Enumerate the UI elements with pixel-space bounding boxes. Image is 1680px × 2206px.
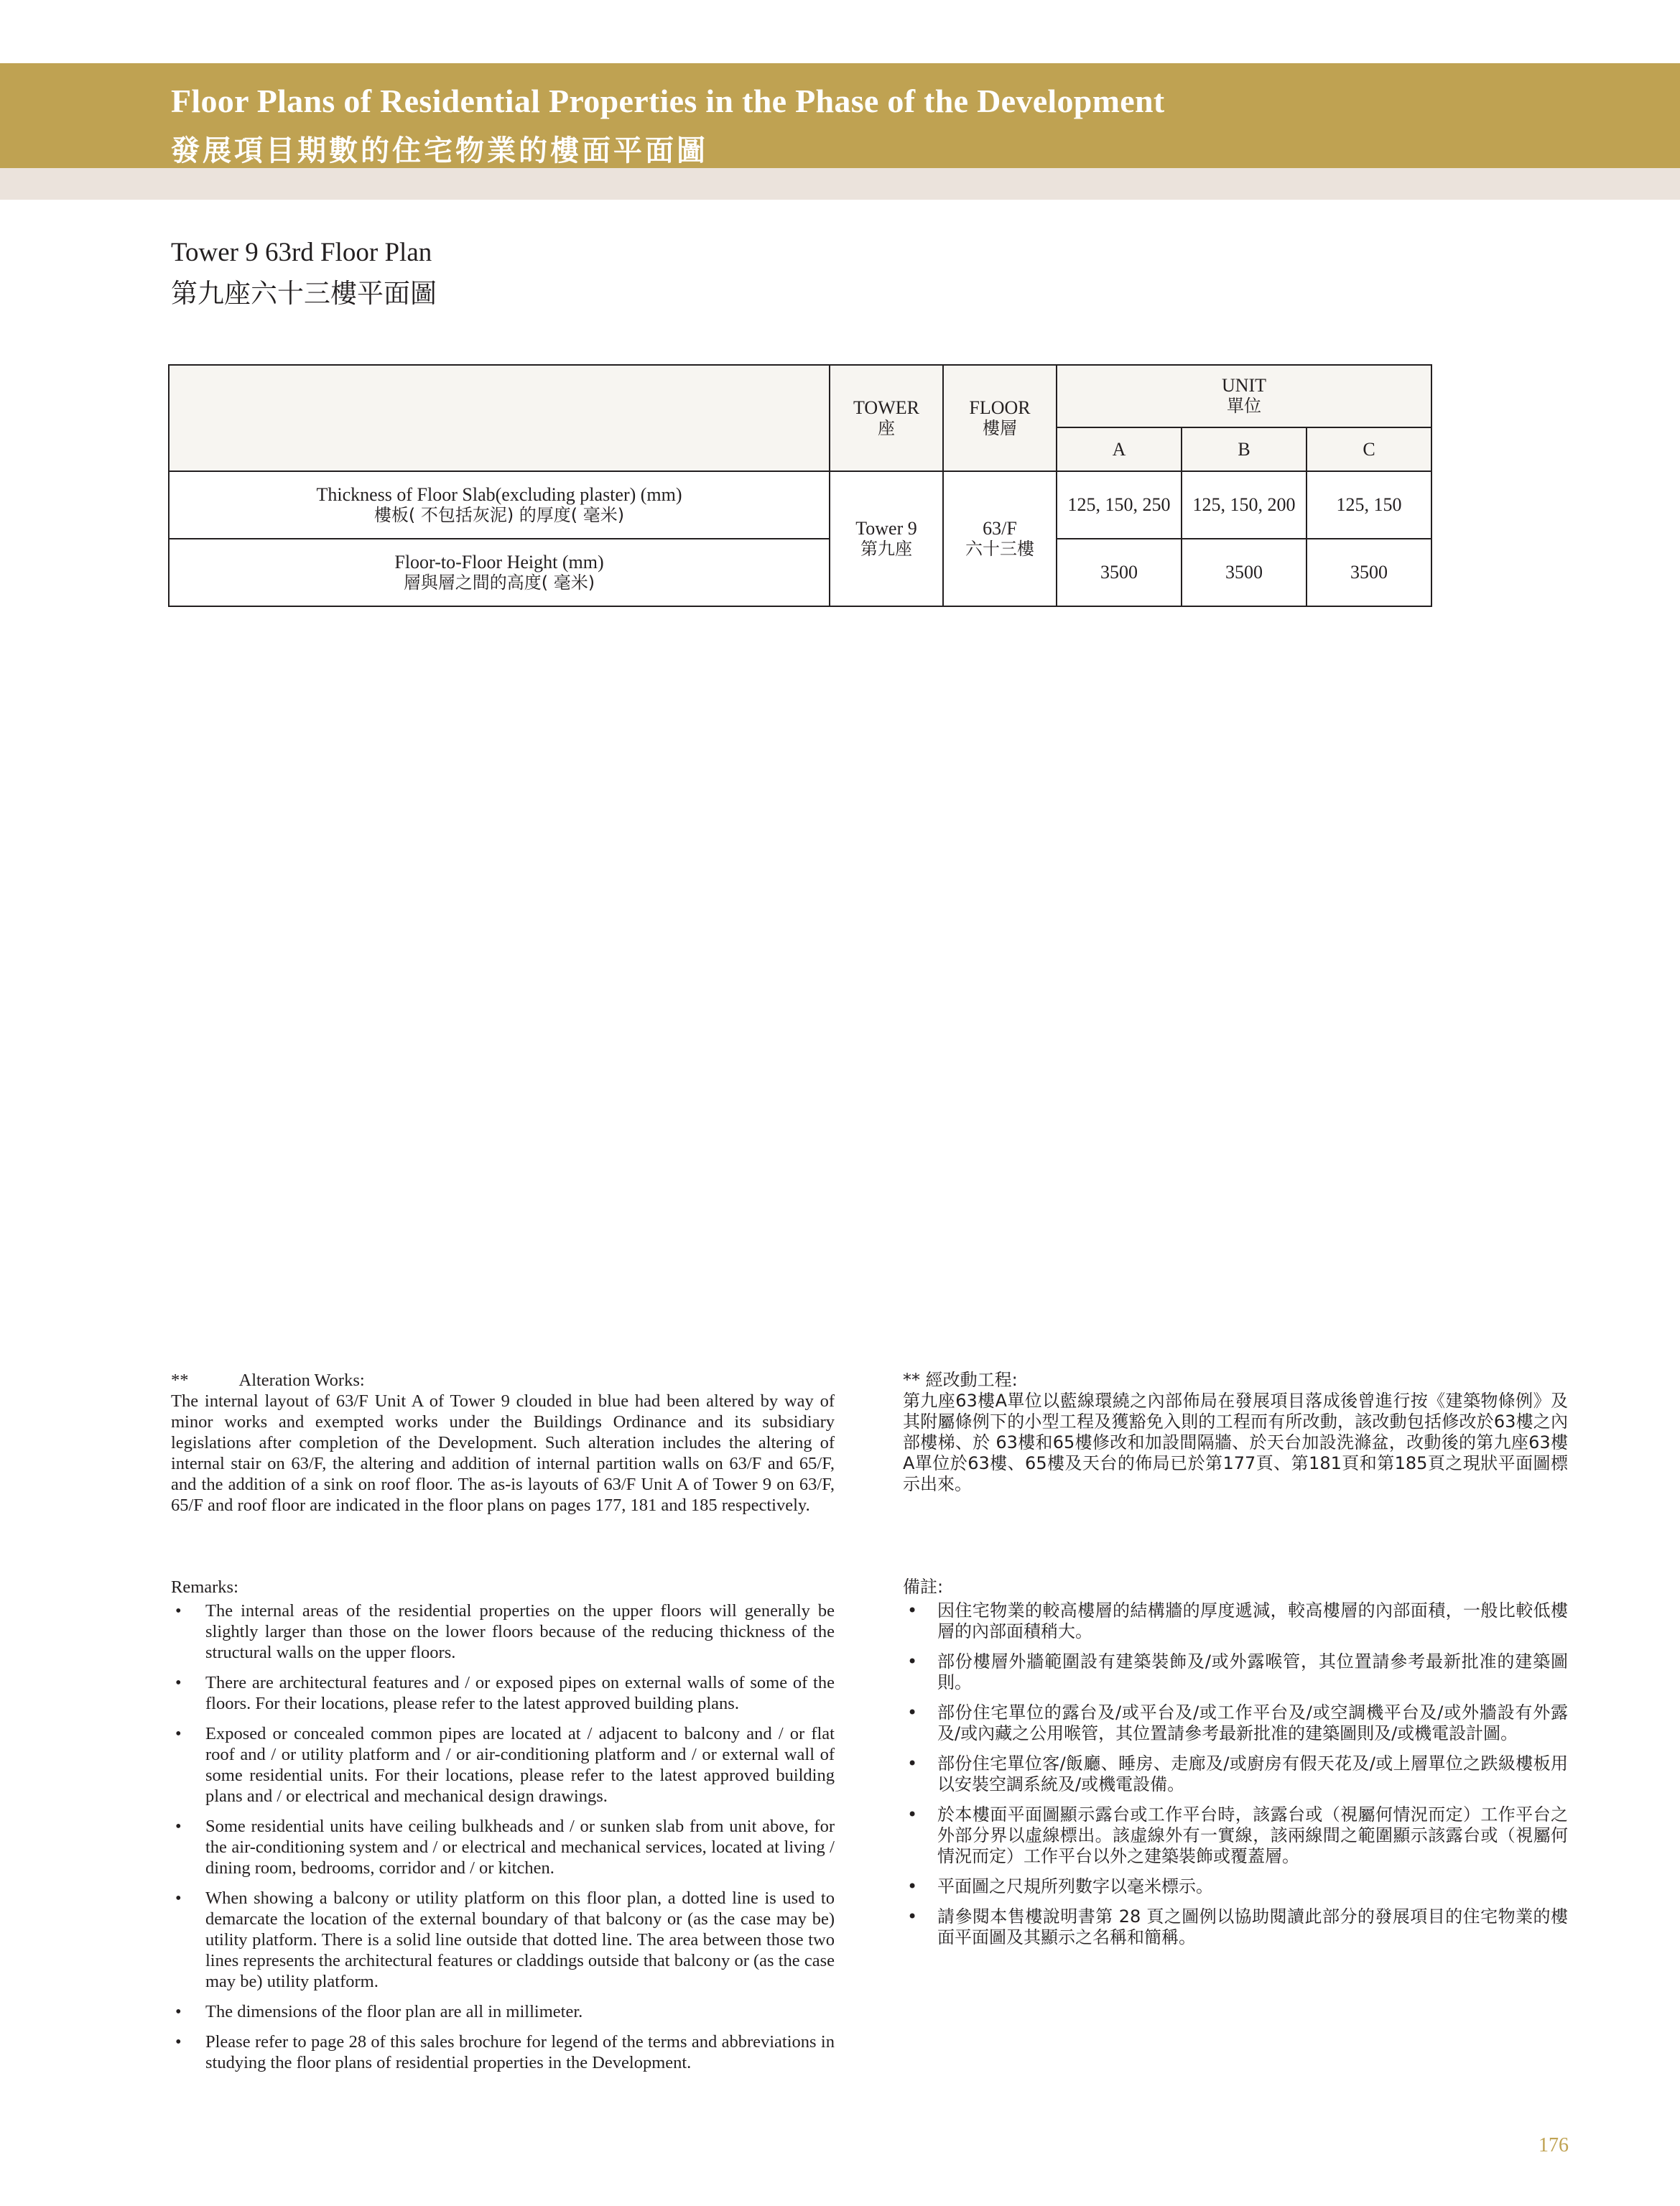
tower-value: Tower 9 第九座 [830, 471, 943, 606]
unit-b-header: B [1182, 427, 1307, 471]
floor-height-c: 3500 [1307, 539, 1431, 606]
alteration-body-zh: 第九座63樓A單位以藍線環繞之內部佈局在發展項目落成後曾進行按《建築物條例》及其附屬條例下的小型工程及獲豁免入則的工程而有所改動，該改動包括修改於63樓之內部樓梯、於 63樓和65樓修改和加設間隔牆、於天台加設洗滌盆，改動後的第九座63樓A單位於63樓、65樓及天台的佈局已於第177頁、第181頁和第185頁之現狀平面圖標示出來。 [903, 1391, 1568, 1494]
remarks-list-en [171, 1600, 835, 2073]
header-band [0, 168, 1680, 200]
remarks-heading-en: Remarks: [171, 1577, 238, 1597]
floor-spec-table [168, 364, 1432, 607]
slab-thickness-c: 125, 150 [1307, 471, 1431, 539]
remarks-en [171, 1577, 835, 2082]
list-item: • 部份住宅單位的露台及/或平台及/或工作平台及/或空調機平台及/或外牆設有外露及/或內藏之公用喉管，其位置請參考最新批准的建築圖則及/或機電設計圖。 [907, 1702, 1568, 1743]
floor-plan-title-en: Tower 9 63rd Floor Plan [171, 238, 432, 267]
unit-c-header: C [1307, 427, 1431, 471]
page-title-en: Floor Plans of Residential Properties in the Phase of the Development [171, 83, 1165, 119]
floor-height-b: 3500 [1182, 539, 1307, 606]
remarks-heading-zh: 備註: [903, 1577, 944, 1597]
list-item: • 部份住宅單位客/飯廳、睡房、走廊及/或廚房有假天花及/或上層單位之跌級樓板用以安裝空調系統及/或機電設備。 [907, 1753, 1568, 1794]
alteration-body-en: The internal layout of 63/F Unit A of Tower 9 clouded in blue had been altered by way of minor works and exempted works under the Buildings Ordinance and its subsidiary legislations after completion of the Development. Such alteration includes the altering of internal stair on 63/F, the altering and addition of internal partition walls on 63/F and 65/F, and the addition of a sink on roof floor. The as-is layouts of 63/F Unit A of Tower 9 on 63/F, 65/F and roof floor are indicated in the floor plans on pages 177, 181 and 185 respectively. [171, 1391, 835, 1515]
remarks-zh [903, 1577, 1568, 1957]
alteration-works-zh [903, 1370, 1568, 1495]
list-item: • There are architectural features and / or exposed pipes on external walls of some of the floors. For their locations, please refer to the latest approved building plans. [175, 1673, 835, 1713]
list-item: • 部份樓層外牆範圍設有建築裝飾及/或外露喉管，其位置請參考最新批准的建築圖則。 [907, 1651, 1568, 1692]
list-item: • 因住宅物業的較高樓層的結構牆的厚度遞減，較高樓層的內部面積，一般比較低樓層的內部面積稍大。 [907, 1600, 1568, 1641]
page-number: 176 [1539, 2134, 1569, 2156]
slab-thickness-b: 125, 150, 200 [1182, 471, 1307, 539]
floor-height-label: Floor-to-Floor Height (mm) 層與層之間的高度( 毫米) [169, 539, 830, 606]
slab-thickness-a: 125, 150, 250 [1057, 471, 1182, 539]
list-item: • When showing a balcony or utility platform on this floor plan, a dotted line is used to demarcate the location of the external boundary of that balcony or (as the case may be) utility platform. There is a solid line outside that dotted line. The area between those two lines represents the architectural features or claddings outside that balcony or (as the case may be) utility platform. [175, 1888, 835, 1991]
list-item: • Please refer to page 28 of this sales brochure for legend of the terms and abbreviations in studying the floor plans of residential properties in the Development. [175, 2032, 835, 2072]
floor-height-a: 3500 [1057, 539, 1182, 606]
alteration-heading: Alteration Works: [238, 1371, 365, 1390]
alteration-works-en [171, 1370, 835, 1516]
unit-a-header: A [1057, 427, 1182, 471]
tower-header: TOWER 座 [830, 365, 943, 471]
alteration-marker: ** [171, 1371, 189, 1390]
floor-header: FLOOR 樓層 [943, 365, 1057, 471]
alteration-heading-zh: ** 經改動工程: [903, 1370, 1018, 1390]
list-item: • 請參閱本售樓說明書第 28 頁之圖例以協助閱讀此部分的發展項目的住宅物業的樓面平面圖及其顯示之名稱和簡稱。 [907, 1906, 1568, 1947]
list-item: • Some residential units have ceiling bulkheads and / or sunken slab from unit above, for the air-conditioning system and / or electrical and mechanical services, located at living / dining room, bedrooms, corridor and / or kitchen. [175, 1817, 835, 1878]
remarks-list-zh [903, 1600, 1568, 1948]
floor-plan-title-zh: 第九座六十三樓平面圖 [171, 279, 437, 309]
page-title-zh: 發展項目期數的住宅物業的樓面平面圖 [171, 134, 708, 167]
list-item: • 平面圖之尺規所列數字以毫米標示。 [907, 1876, 1213, 1896]
table-corner-cell [169, 365, 830, 471]
floor-value: 63/F 六十三樓 [943, 471, 1057, 606]
list-item: • 於本樓面平面圖顯示露台或工作平台時，該露台或（視屬何情況而定）工作平台之外部分界以虛線標出。該虛線外有一實線，該兩線間之範圍顯示該露台或（視屬何情況而定）工作平台以外之建築裝飾或覆蓋層。 [907, 1804, 1568, 1866]
unit-header: UNIT 單位 [1057, 365, 1431, 427]
slab-thickness-label: Thickness of Floor Slab(excluding plaster) (mm) 樓板( 不包括灰泥) 的厚度( 毫米) [169, 471, 830, 539]
list-item: • The dimensions of the floor plan are all in millimeter. [175, 2002, 583, 2021]
list-item: • The internal areas of the residential properties on the upper floors will generally be slightly larger than those on the lower floors because of the reducing thickness of the structural walls on the upper floors. [175, 1601, 835, 1662]
list-item: • Exposed or concealed common pipes are located at / adjacent to balcony and / or flat roof and / or utility platform and / or air-conditioning platform and / or external wall of some residential units. For their locations, please refer to the latest approved building plans and / or electrical and mechanical design drawings. [175, 1724, 835, 1806]
